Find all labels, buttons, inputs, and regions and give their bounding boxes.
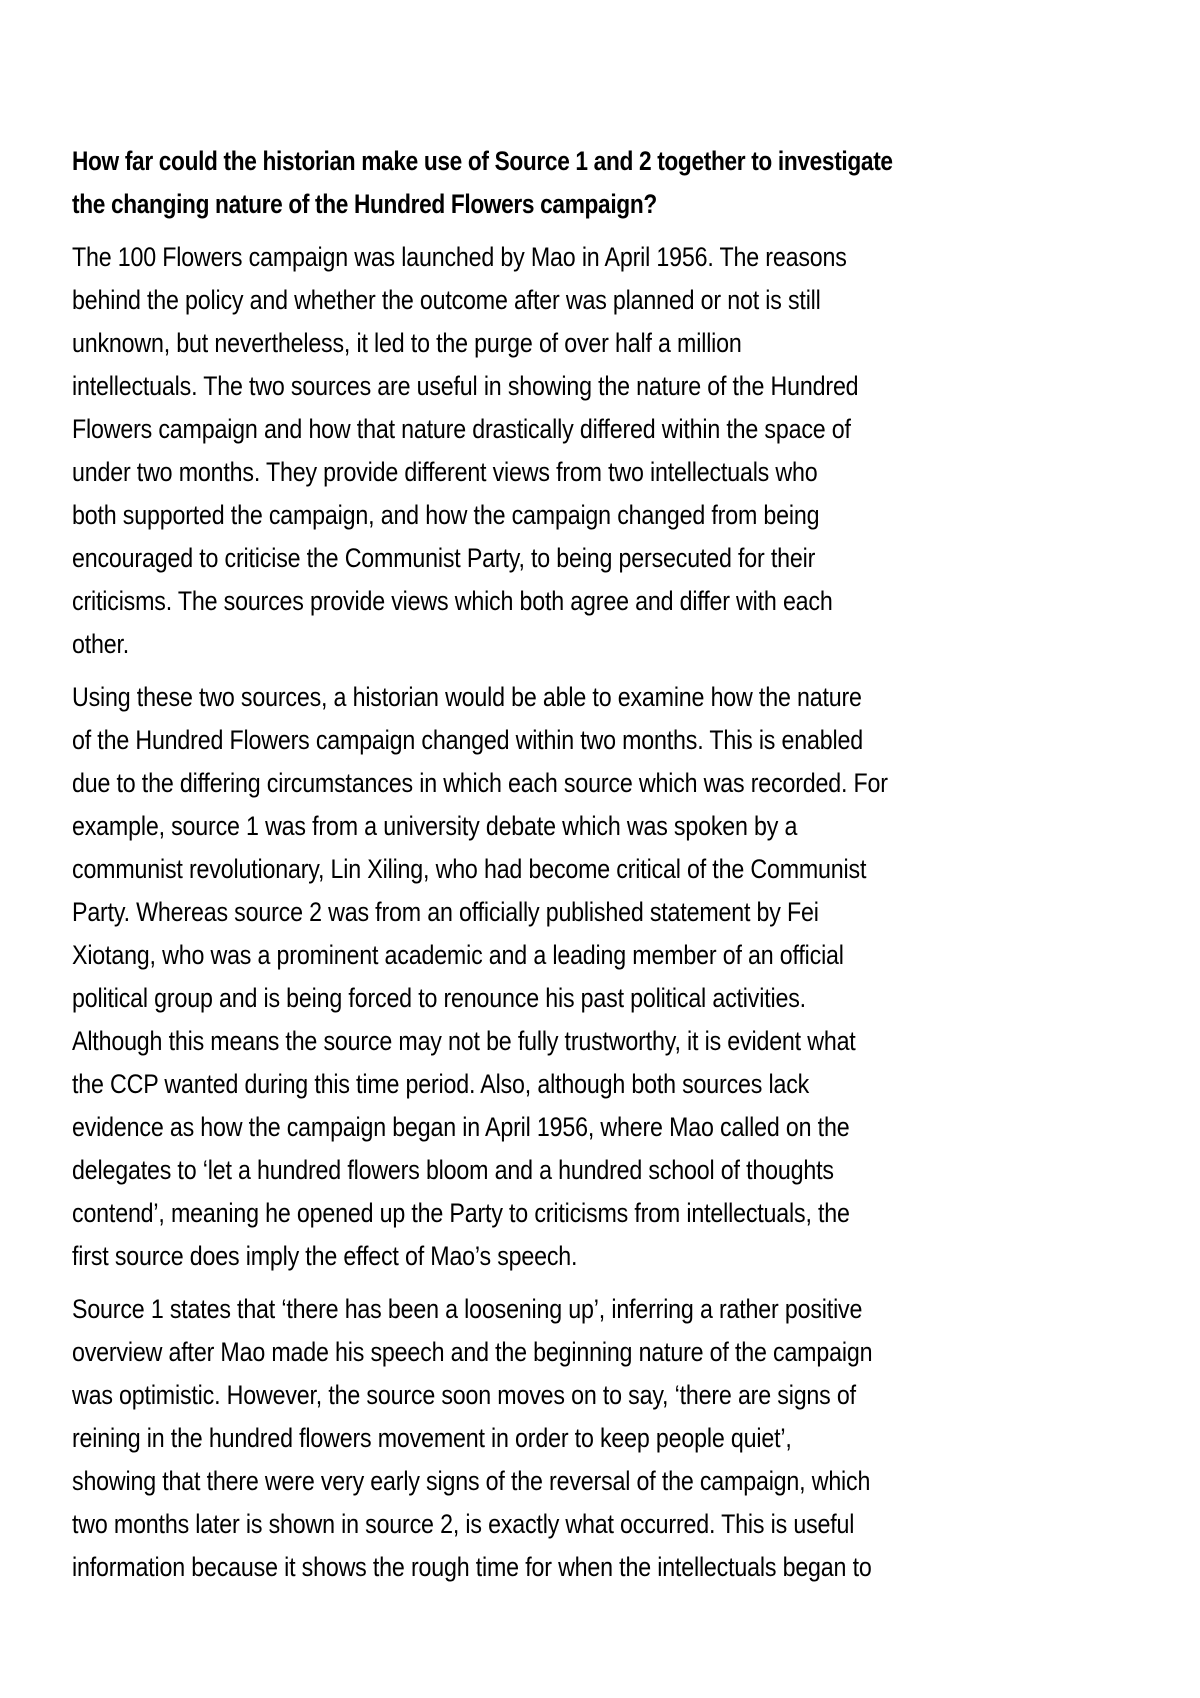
paragraph-provenance: [72, 676, 1132, 1278]
heading-line: the changing nature of the Hundred Flowers campaign?: [72, 189, 657, 219]
text-line: The 100 Flowers campaign was launched by Mao in April 1956. The reasons: [72, 242, 847, 272]
text-line: contend’, meaning he opened up the Party to criticisms from intellectuals, the: [72, 1198, 850, 1228]
document-page: [72, 140, 1132, 1599]
text-line: information because it shows the rough time for when the intellectuals began to: [72, 1552, 872, 1582]
text-line: under two months. They provide different views from two intellectuals who: [72, 457, 818, 487]
text-line: behind the policy and whether the outcome after was planned or not is still: [72, 285, 821, 315]
essay-question-heading: [72, 140, 1132, 226]
heading-line: How far could the historian make use of Source 1 and 2 together to investigate: [72, 146, 893, 176]
text-line: unknown, but nevertheless, it led to the purge of over half a million: [72, 328, 742, 358]
text-line: first source does imply the effect of Mao’s speech.: [72, 1241, 578, 1271]
text-line: showing that there were very early signs of the reversal of the campaign, which: [72, 1466, 871, 1496]
text-line: intellectuals. The two sources are useful in showing the nature of the Hundred: [72, 371, 859, 401]
paragraph-introduction: [72, 236, 1132, 666]
text-line: two months later is shown in source 2, is exactly what occurred. This is useful: [72, 1509, 855, 1539]
text-line: communist revolutionary, Lin Xiling, who had become critical of the Communist: [72, 854, 867, 884]
text-line: overview after Mao made his speech and the beginning nature of the campaign: [72, 1337, 873, 1367]
text-line: example, source 1 was from a university debate which was spoken by a: [72, 811, 798, 841]
text-line: encouraged to criticise the Communist Party, to being persecuted for their: [72, 543, 816, 573]
text-line: was optimistic. However, the source soon moves on to say, ‘there are signs of: [72, 1380, 856, 1410]
text-line: Xiotang, who was a prominent academic and a leading member of an official: [72, 940, 844, 970]
text-line: criticisms. The sources provide views which both agree and differ with each: [72, 586, 833, 616]
text-line: other.: [72, 629, 130, 659]
text-line: political group and is being forced to renounce his past political activities.: [72, 983, 806, 1013]
text-line: reining in the hundred flowers movement in order to keep people quiet’,: [72, 1423, 792, 1453]
text-line: the CCP wanted during this time period. Also, although both sources lack: [72, 1069, 810, 1099]
text-line: Using these two sources, a historian would be able to examine how the nature: [72, 682, 862, 712]
text-line: Source 1 states that ‘there has been a loosening up’, inferring a rather positive: [72, 1294, 863, 1324]
text-line: due to the differing circumstances in which each source which was recorded. For: [72, 768, 888, 798]
text-line: Party. Whereas source 2 was from an officially published statement by Fei: [72, 897, 819, 927]
paragraph-source-1-analysis: [72, 1288, 1132, 1589]
text-line: both supported the campaign, and how the campaign changed from being: [72, 500, 820, 530]
text-line: delegates to ‘let a hundred flowers bloom and a hundred school of thoughts: [72, 1155, 834, 1185]
text-line: Flowers campaign and how that nature drastically differed within the space of: [72, 414, 851, 444]
text-line: evidence as how the campaign began in April 1956, where Mao called on the: [72, 1112, 850, 1142]
text-line: of the Hundred Flowers campaign changed within two months. This is enabled: [72, 725, 863, 755]
text-line: Although this means the source may not be fully trustworthy, it is evident what: [72, 1026, 856, 1056]
